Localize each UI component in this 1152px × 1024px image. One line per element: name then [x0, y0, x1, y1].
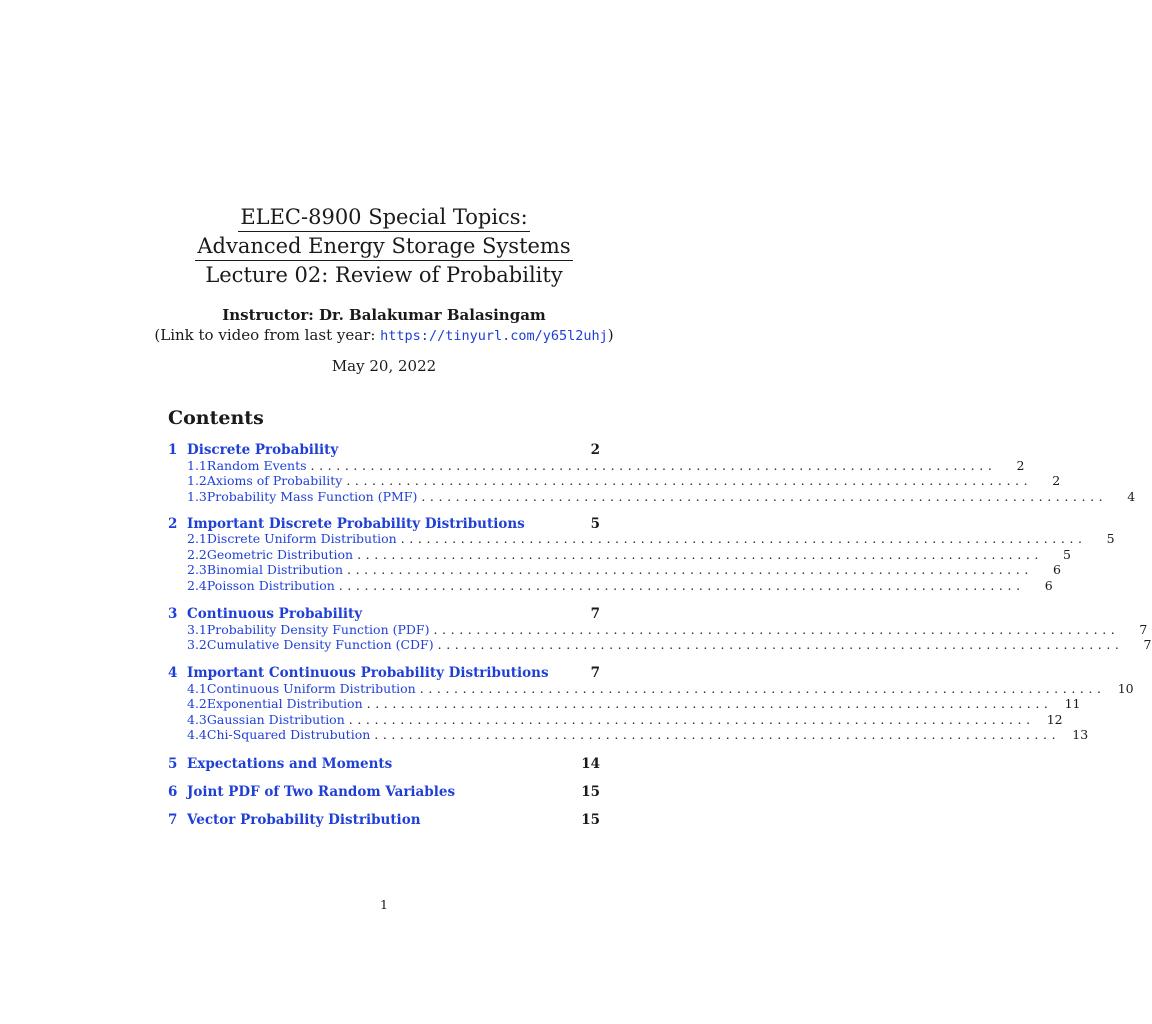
toc-entry-page: 11: [1064, 696, 1081, 711]
toc-entry-number[interactable]: 1: [168, 442, 178, 458]
toc-subsection-row[interactable]: [168, 458, 1025, 474]
toc-entry-page: 7: [1143, 637, 1152, 652]
toc-subsection-row[interactable]: [168, 637, 1152, 653]
toc-entry-number[interactable]: 2.3: [187, 562, 207, 577]
toc-entry-number[interactable]: 1.2: [187, 473, 207, 488]
title-line-subject: Advanced Energy Storage Systems: [195, 232, 572, 261]
toc-leader-dots: ................................................................................: [357, 547, 1043, 562]
toc-entry-title[interactable]: Axioms of Probability: [206, 473, 343, 488]
toc-leader-dots: ................................................................................: [433, 622, 1120, 637]
toc-entry-title[interactable]: Probability Mass Function (PMF): [206, 489, 418, 504]
toc-entry-page: 15: [581, 784, 600, 800]
video-link-url[interactable]: https://tinyurl.com/y65l2uhj: [380, 328, 608, 344]
toc-entry-title[interactable]: Joint PDF of Two Random Variables: [187, 784, 456, 800]
page-number: 1: [380, 897, 388, 912]
toc-entry-page: 12: [1046, 712, 1063, 727]
toc-entry-page: 2: [590, 442, 600, 458]
toc-subsection-row[interactable]: [168, 696, 1081, 712]
toc-section-row[interactable]: [168, 442, 600, 458]
toc-entry-number[interactable]: 5: [168, 756, 178, 772]
toc-entry-title[interactable]: Gaussian Distribution: [206, 712, 345, 727]
toc-section-row[interactable]: [168, 665, 600, 681]
toc-leader-dots: ................................................................................: [419, 681, 1106, 696]
toc-entry-title[interactable]: Probability Density Function (PDF): [206, 622, 430, 637]
toc-entry-number[interactable]: 2: [168, 516, 178, 532]
toc-entry-title[interactable]: Expectations and Moments: [187, 756, 393, 772]
document-title: [0, 203, 768, 290]
toc-entry-number[interactable]: 4.2: [187, 696, 207, 711]
toc-entry-page: 5: [1063, 547, 1071, 562]
toc-subsection-row[interactable]: [168, 562, 1061, 578]
toc-entry-title[interactable]: Geometric Distribution: [206, 547, 354, 562]
toc-entry-number[interactable]: 2.4: [187, 578, 207, 593]
toc-entry-number[interactable]: 3: [168, 606, 178, 622]
toc-entry-number[interactable]: 4.3: [187, 712, 207, 727]
toc-leader-dots: ................................................................................: [348, 712, 1035, 727]
toc-leader-dots: ................................................................................: [346, 473, 1033, 488]
toc-subsection-row[interactable]: [168, 489, 1136, 505]
toc-leader-dots: ................................................................................: [400, 531, 1087, 546]
toc-entry-page: 4: [1127, 489, 1136, 504]
toc-leader-dots: ................................................................................: [366, 696, 1053, 711]
toc-entry-number[interactable]: 1.3: [187, 489, 207, 504]
toc-leader-dots: ................................................................................: [437, 637, 1124, 652]
toc-section-row[interactable]: [168, 516, 600, 532]
toc-entry-number[interactable]: 7: [168, 812, 178, 828]
toc-entry-title[interactable]: Continuous Probability: [187, 606, 363, 622]
toc-entry-title[interactable]: Vector Probability Distribution: [187, 812, 421, 828]
toc-entry-number[interactable]: 4: [168, 665, 178, 681]
toc-leader-dots: ................................................................................: [374, 727, 1061, 742]
toc-entry-number[interactable]: 3.1: [187, 622, 207, 637]
toc-entry-title[interactable]: Poisson Distribution: [206, 578, 335, 593]
toc-entry-title[interactable]: Continuous Uniform Distribution: [206, 681, 416, 696]
toc-entry-page: 7: [590, 665, 600, 681]
toc-entry-title[interactable]: Binomial Distribution: [206, 562, 344, 577]
video-link-line: [0, 326, 768, 344]
toc-section-row[interactable]: [168, 756, 600, 772]
toc-subsection-row[interactable]: [168, 578, 1053, 594]
toc-leader-dots: ................................................................................: [338, 578, 1025, 593]
toc-entry-page: 15: [581, 812, 600, 828]
toc-entry-title[interactable]: Important Continuous Probability Distributions: [187, 665, 549, 681]
toc-entry-number[interactable]: 3.2: [187, 637, 207, 652]
toc-leader-dots: ................................................................................: [347, 562, 1033, 577]
toc-subsection-row[interactable]: [168, 473, 1061, 489]
instructor-name: Instructor: Dr. Balakumar Balasingam: [222, 306, 546, 324]
title-line-lecture: Lecture 02: Review of Probability: [205, 263, 563, 287]
toc-subsection-row[interactable]: [168, 622, 1148, 638]
toc-entry-page: 2: [1052, 473, 1061, 488]
toc-section-row[interactable]: [168, 784, 600, 800]
toc-subsection-row[interactable]: [168, 712, 1063, 728]
toc-entry-page: 13: [1072, 727, 1089, 742]
toc-entry-number[interactable]: 1.1: [187, 458, 207, 473]
toc-entry-page: 5: [590, 516, 600, 532]
toc-entry-title[interactable]: Discrete Uniform Distribution: [206, 531, 397, 546]
toc-section-row[interactable]: [168, 812, 600, 828]
toc-subsection-row[interactable]: [168, 727, 1089, 743]
toc-entry-number[interactable]: 2.1: [187, 531, 207, 546]
toc-entry-page: 10: [1117, 681, 1134, 696]
toc-entry-page: 6: [1044, 578, 1053, 593]
toc-entry-number[interactable]: 4.4: [187, 727, 207, 742]
toc-leader-dots: ................................................................................: [421, 489, 1108, 504]
toc-subsection-row[interactable]: [168, 531, 1115, 547]
toc-entry-title[interactable]: Important Discrete Probability Distributions: [187, 516, 525, 532]
video-link-suffix: ): [607, 326, 614, 344]
toc-entry-title[interactable]: Chi-Squared Distrubution: [206, 727, 371, 742]
document-date: May 20, 2022: [331, 357, 437, 375]
toc-entry-page: 7: [590, 606, 600, 622]
toc-entry-page: 7: [1139, 622, 1148, 637]
toc-entry-title[interactable]: Cumulative Density Function (CDF): [206, 637, 434, 652]
contents-heading: Contents: [168, 407, 264, 429]
toc-entry-number[interactable]: 6: [168, 784, 178, 800]
toc-section-row[interactable]: [168, 606, 600, 622]
toc-subsection-row[interactable]: [168, 547, 1071, 563]
video-link-prefix: (Link to video from last year:: [154, 326, 381, 344]
toc-entry-number[interactable]: 4.1: [187, 681, 207, 696]
toc-entry-title[interactable]: Random Events: [206, 458, 307, 473]
toc-entry-title[interactable]: Exponential Distribution: [206, 696, 363, 711]
toc-entry-number[interactable]: 2.2: [187, 547, 207, 562]
toc-entry-page: 2: [1016, 458, 1025, 473]
toc-subsection-row[interactable]: [168, 681, 1134, 697]
toc-entry-page: 14: [581, 756, 600, 772]
title-line-course: ELEC-8900 Special Topics:: [238, 203, 529, 232]
toc-entry-title[interactable]: Discrete Probability: [187, 442, 339, 458]
toc-leader-dots: ................................................................................: [310, 458, 997, 473]
toc-entry-page: 6: [1052, 562, 1061, 577]
toc-entry-page: 5: [1106, 531, 1115, 546]
